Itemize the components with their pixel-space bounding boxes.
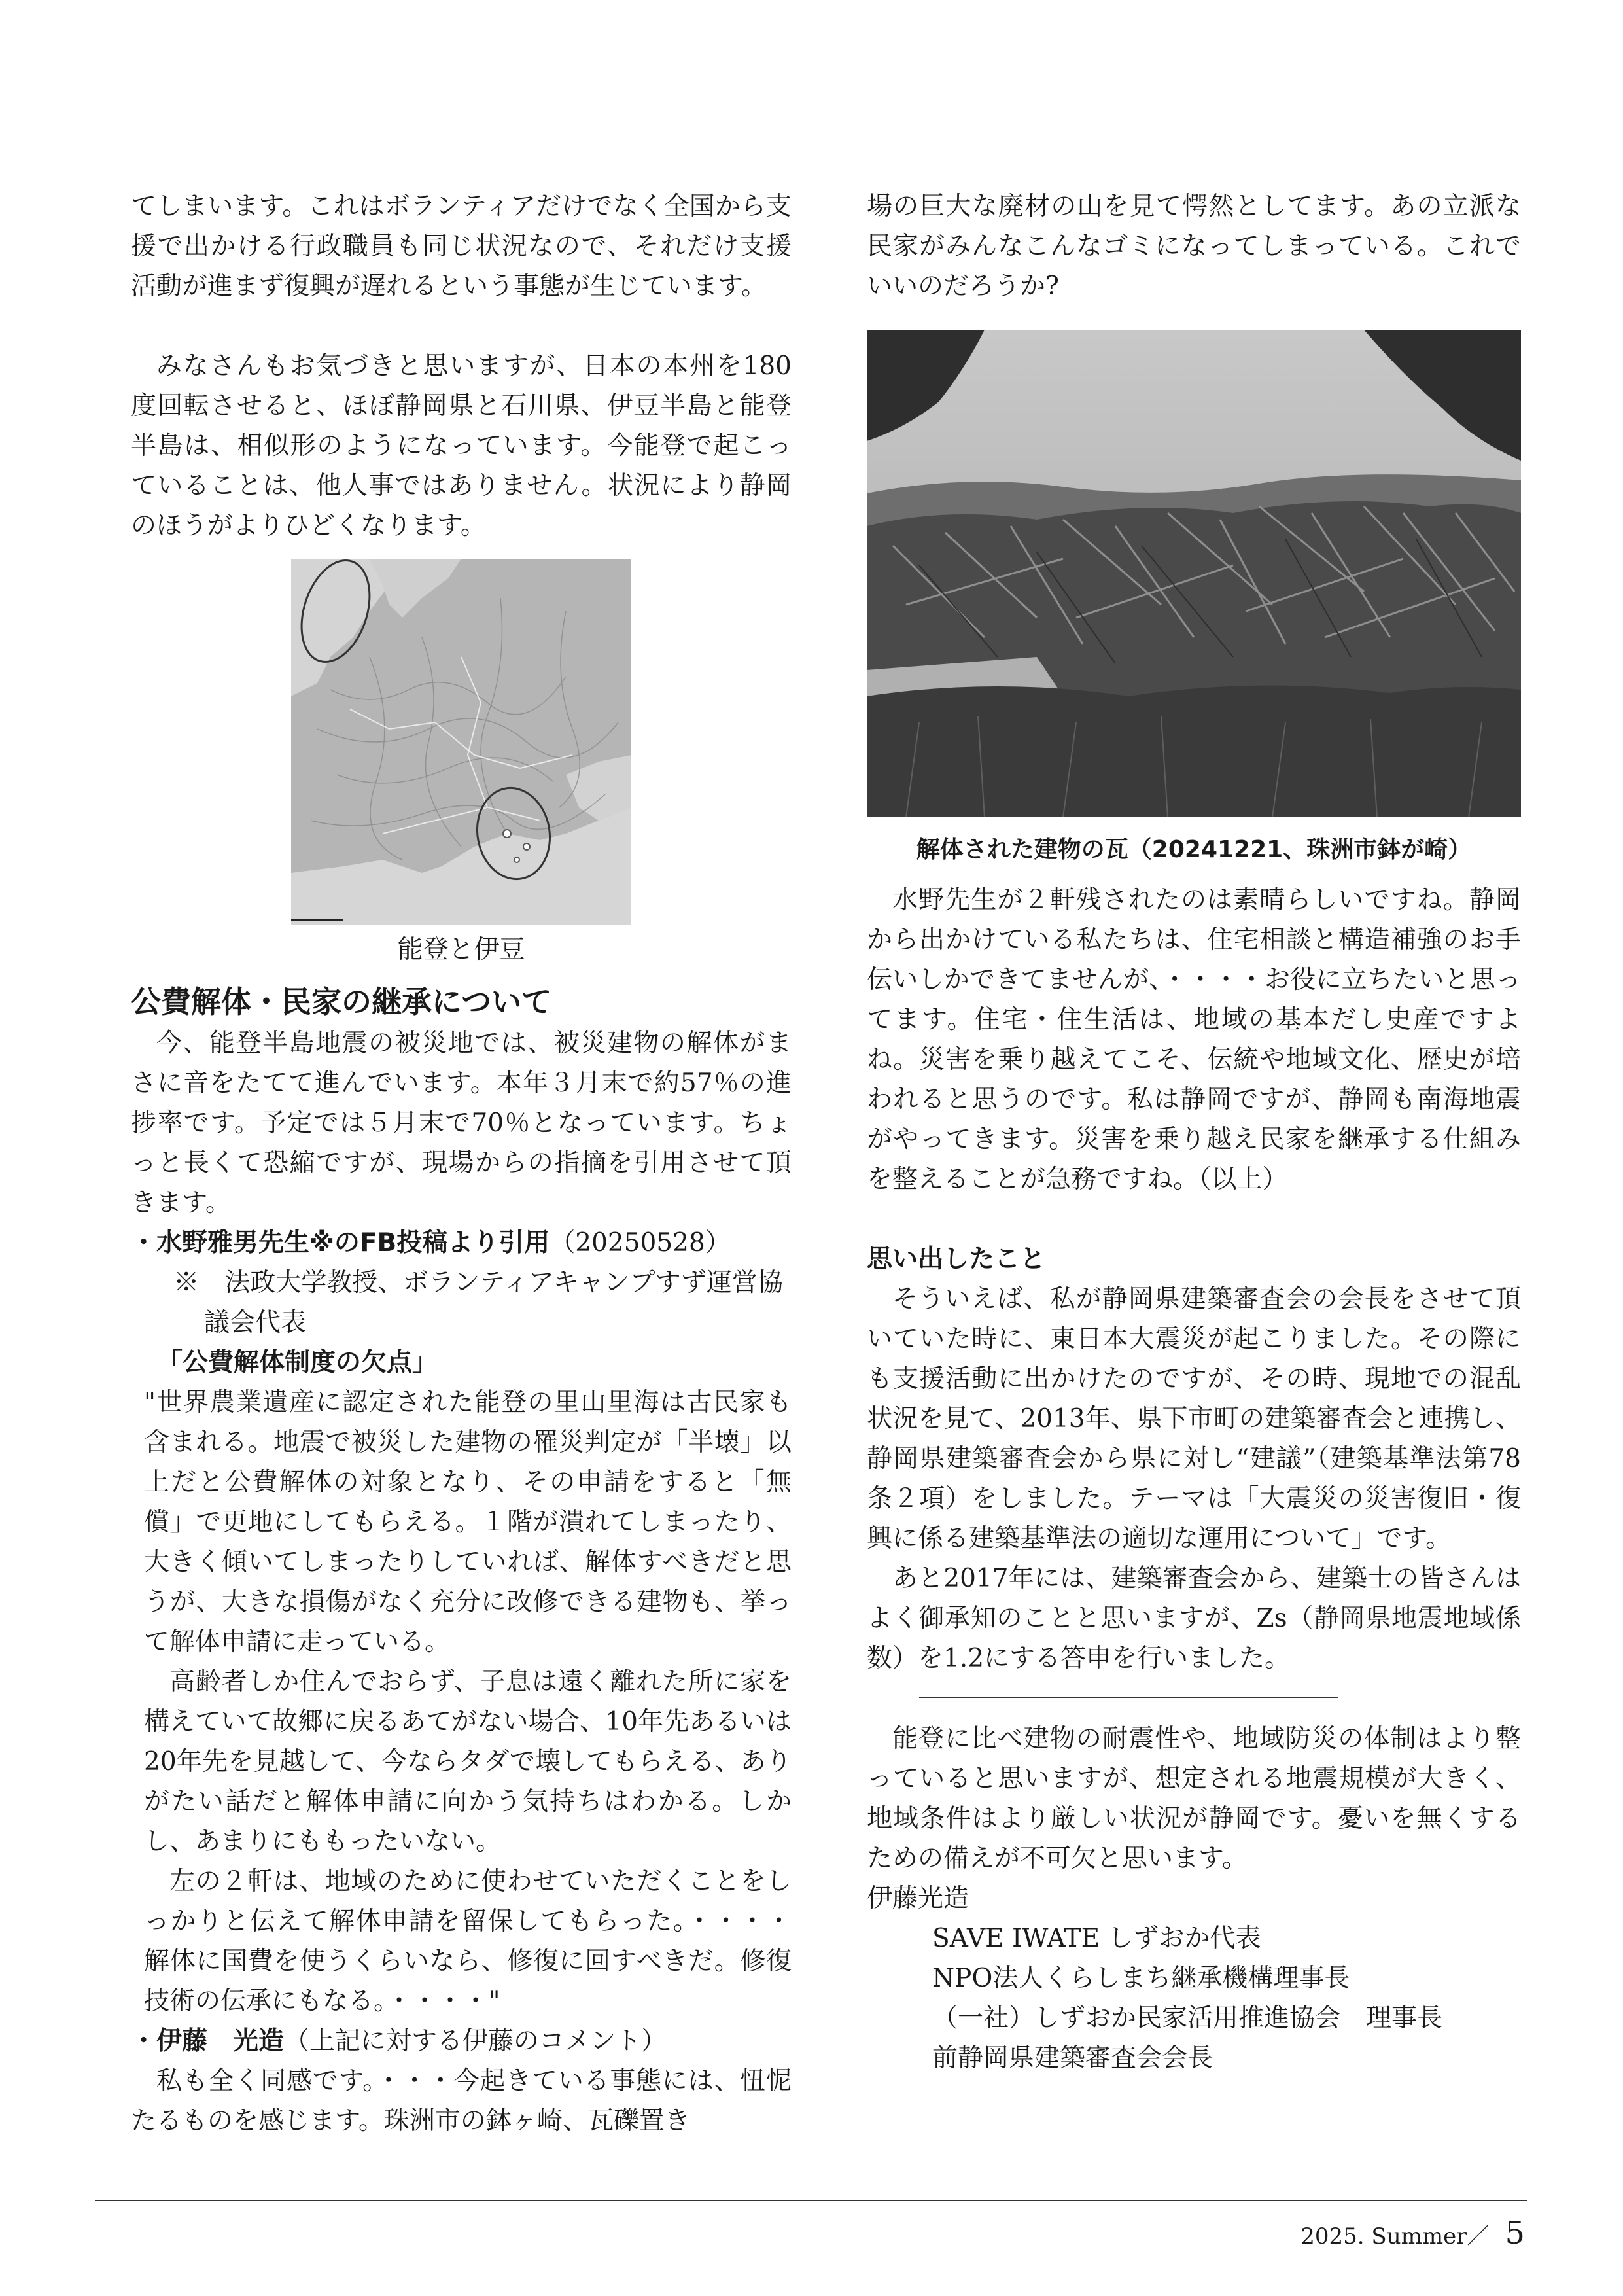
left-paragraph-2: みなさんもお気づきと思いますが、日本の本州を180度回転させると、ほぼ静岡県と石川県、伊豆半島と能登半島は、相似形のようになっています。今能登で起こっていることは、他人事ではありません。状況により静岡のほうがよりひどくなります。 <box>131 351 792 540</box>
comment-note: （上記に対する伊藤のコメント） <box>284 2026 667 2056</box>
noto-izu-map <box>291 559 631 925</box>
issue-label: 2025. Summer／ <box>1300 2223 1490 2250</box>
debris-photo <box>867 330 1521 817</box>
footer-rule <box>95 2200 1527 2201</box>
signature-title-1: SAVE IWATE しずおか代表 <box>932 1924 1261 1953</box>
quote-source-mizuno <box>131 1223 792 1263</box>
left-paragraph-1: てしまいます。これはボランティアだけでなく全国から支援で出かける行政職員も同じ状況なので、それだけ支援活動が進まず復興が遅れるという事態が生じています。 <box>131 192 792 301</box>
left-paragraph-4: 私も全く同感です。・・・今起きている事態には、忸怩たるものを感じます。珠洲市の鉢ヶ崎、瓦礫置き <box>131 2066 792 2136</box>
page-footer <box>1300 2215 1525 2252</box>
photo-caption: 解体された建物の瓦（20241221、珠洲市鉢が崎） <box>916 836 1472 863</box>
section-heading-memories: 思い出したこと <box>867 1245 1046 1274</box>
quote-paragraph-2: 高齢者しか住んでおらず、子息は遠く離れた所に家を構えていて故郷に戻るあてがない場合、10年先あるいは20年先を見越して、今ならタダで壊してもらえる、ありがたい話だと解体申請に向かう気持ちはわかる。しかし、あまりにももったいない。 <box>144 1667 792 1856</box>
map-caption: 能登と伊豆 <box>397 935 525 964</box>
left-paragraph-3: 今、能登半島地震の被災地では、被災建物の解体がまさに音をたてて進んでいます。本年３月末で約57％の進捗率です。予定では５月末で70％となっています。ちょっと長くて恐縮ですが、現場からの指摘を引用させて頂きます。 <box>131 1029 792 1218</box>
right-paragraph-2: 水野先生が２軒残されたのは素晴らしいですね。静岡から出かけている私たちは、住宅相談と構造補強のお手伝いしかできてませんが、・・・・お役に立ちたいと思ってます。住宅・住生活は、地域の基本だし史産ですよね。災害を乗り越えてこそ、伝統や地域文化、歴史が培われると思うのです。私は静岡ですが、静岡も南海地震がやってきます。災害を乗り越え民家を継承する仕組みを整えることが急務ですね。（以上） <box>867 885 1521 1194</box>
map-figure <box>291 559 631 968</box>
signature-title-2: NPO法人くらしまち継承機構理事長 <box>932 1964 1350 1993</box>
right-paragraph-4: あと2017年には、建築審査会から、建築士の皆さんはよく御承知のことと思いますが、Zs（静岡県地震地域係数）を1.2にする答申を行いました。 <box>867 1564 1521 1673</box>
signature-title-3: （一社）しずおか民家活用推進協会 理事長 <box>932 2004 1443 2033</box>
quote-paragraph-1: "世界農業遺産に認定された能登の里山里海は古民家も含まれる。地震で被災した建物の罹災判定が「半壊」以上だと公費解体の対象となり、その申請をすると「無償」で更地にしてもらえる。１階が潰れてしまったり、大きく傾いてしまったりしていれば、解体すべきだと思うが、大きな損傷がなく充分に改修できる建物も、挙って解体申請に走っている。 <box>144 1388 792 1657</box>
right-paragraph-3: そういえば、私が静岡県建築審査会の会長をさせて頂いていた時に、東日本大震災が起こりました。その際にも支援活動に出かけたのですが、その時、現地での混乱状況を見て、2013年、県下市町の建築審査会と連携し、静岡県建築審査会から県に対し“建議”（建築基準法第78条２項）をしました。テーマは「大震災の災害復旧・復興に係る建築基準法の適切な運用について」です。 <box>867 1284 1521 1553</box>
quote-source-date: （20250528） <box>550 1228 731 1258</box>
footnote-mizuno: ※ 法政大学教授、ボランティアキャンプすず運営協議会代表 <box>173 1268 783 1337</box>
right-paragraph-1: 場の巨大な廃材の山を見て愕然としてます。あの立派な民家がみんなこんなゴミになってしまっている。これでいいのだろうか? <box>867 192 1521 301</box>
page-number: 5 <box>1505 2215 1525 2252</box>
comment-ito <box>131 2021 792 2061</box>
section-divider <box>919 1697 1338 1698</box>
quote-source-label: ・水野雅男先生※のFB投稿より引用 <box>131 1228 550 1258</box>
right-column <box>867 186 1521 2078</box>
signature-title-4: 前静岡県建築審査会会長 <box>932 2043 1213 2073</box>
left-column <box>131 186 792 2141</box>
comment-author: ・伊藤 光造 <box>131 2026 285 2056</box>
right-paragraph-5: 能登に比べ建物の耐震性や、地域防災の体制はより整っていると思いますが、想定される地震規模が大きく、地域条件はより厳しい状況が静岡です。憂いを無くするための備えが不可欠と思います。 <box>867 1724 1521 1873</box>
section-heading-public-demolition: 公費解体・民家の継承について <box>131 984 552 1019</box>
quote-title: 「公費解体制度の欠点」 <box>157 1348 438 1377</box>
quote-paragraph-3: 左の２軒は、地域のために使わせていただくことをしっかりと伝えて解体申請を留保してもらった。・・・・解体に国費を使うくらいなら、修復に回すべきだ。修復技術の伝承にもなる。・・・・" <box>144 1867 792 2016</box>
signature-name: 伊藤光造 <box>867 1884 969 1913</box>
